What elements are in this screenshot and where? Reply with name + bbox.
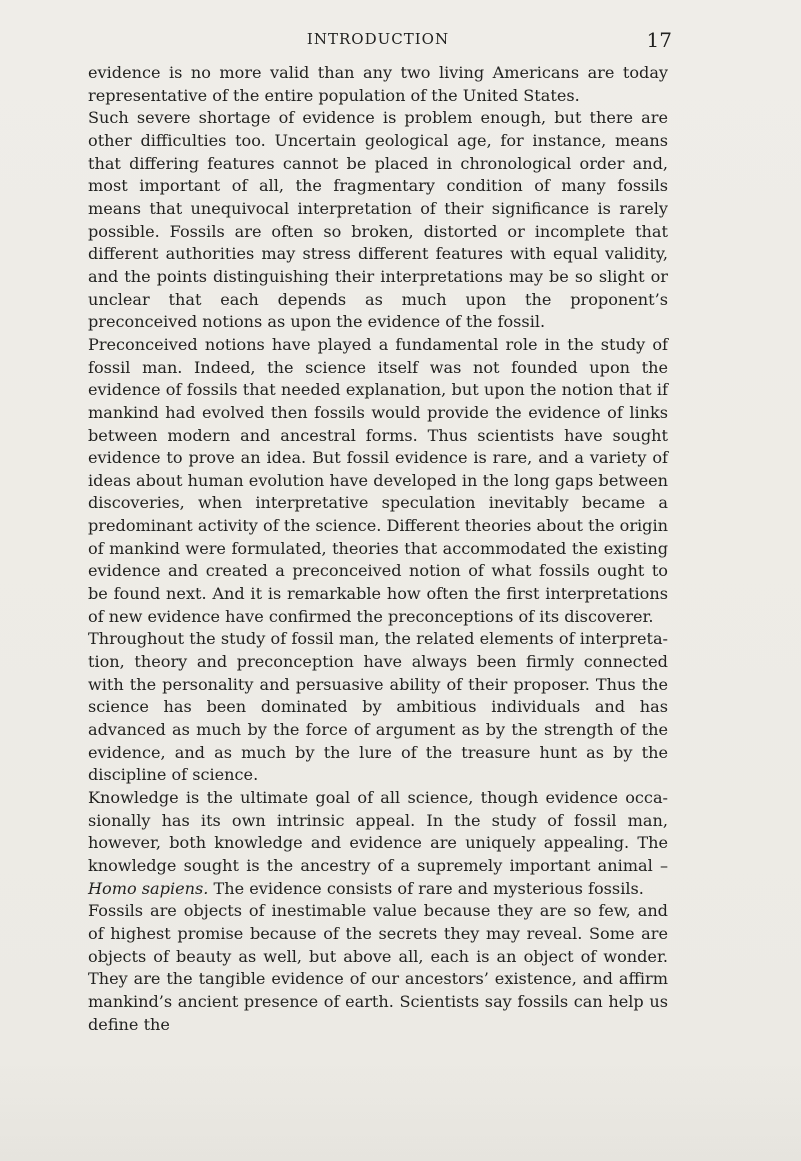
paragraph: evidence is no more valid than any two living Americans are today representative of the entire population of the United States. bbox=[88, 63, 668, 105]
paragraph: Throughout the study of fossil man, the related elements of interpretation, theory and preconception have always been firmly connected with the personality and persuasive ability of their proposer. Thus the science has been dominated by ambitious individuals and has advanced as much by the force of argument as by the strength of the evidence, and as much by the lure of the treasure hunt as by the discipline of science. bbox=[88, 629, 668, 785]
page-edge-shadow bbox=[0, 1051, 801, 1161]
paragraph-text: The evidence consists of rare and mysterious fossils. bbox=[208, 878, 644, 898]
paragraph: Preconceived notions have played a fundamental role in the study of fossil man. Indeed, the science itself was not founded upon the evidence of fossils that needed explanation, but upon the notion that if mankind had evolved then fossils would provide the evidence of links between modern and ancestral forms. Thus scientists have sought evidence to prove an idea. But fossil evidence is rare, and a variety of ideas about human evolution have developed in the long gaps between discoveries, when interpretative speculation inevitably became a predominant activity of the science. Different theories about the origin of mankind were formulated, theories that accommodated the existing evidence and created a preconceived notion of what fossils ought to be found next. And it is remarkable how often the first interpretations of new evidence have confirmed the preconceptions of its discoverer. bbox=[88, 334, 668, 626]
paragraph bbox=[88, 787, 668, 900]
paragraph-text: Knowledge is the ultimate goal of all science, though evidence occasionally has its own intrinsic appeal. In the study of fossil man, however, both knowledge and evidence are uniquely appealing. The knowledge sought is the ancestry of a supremely important animal – bbox=[88, 788, 668, 875]
page-header bbox=[88, 28, 672, 52]
species-name: Homo sapiens. bbox=[88, 878, 209, 898]
page-number: 17 bbox=[646, 28, 672, 52]
paragraph: Such severe shortage of evidence is problem enough, but there are other difficulties too. Uncertain geological age, for instance, means that differing features cannot be placed in chronological order and, most important of all, the fragmentary condition of many fossils means that unequivocal interpretation of their significance is rarely possible. Fossils are often so broken, distorted or incomplete that different authorities may stress different features with equal validity, and the points distinguishing their interpretations may be so slight or unclear that each depends as much upon the proponent’s preconceived notions as upon the evidence of the fossil. bbox=[88, 108, 668, 332]
body-text bbox=[88, 62, 668, 1036]
paragraph: Fossils are objects of inestimable value because they are so few, and of highest promise because of the secrets they may reveal. Some are objects of beauty as well, but above all, each is an object of wonder. They are the tangible evidence of our ancestors’ existence, and affirm mankind’s ancient presence of earth. Scientists say fossils can help us define the bbox=[88, 901, 668, 1034]
running-head: INTRODUCTION bbox=[306, 30, 450, 48]
